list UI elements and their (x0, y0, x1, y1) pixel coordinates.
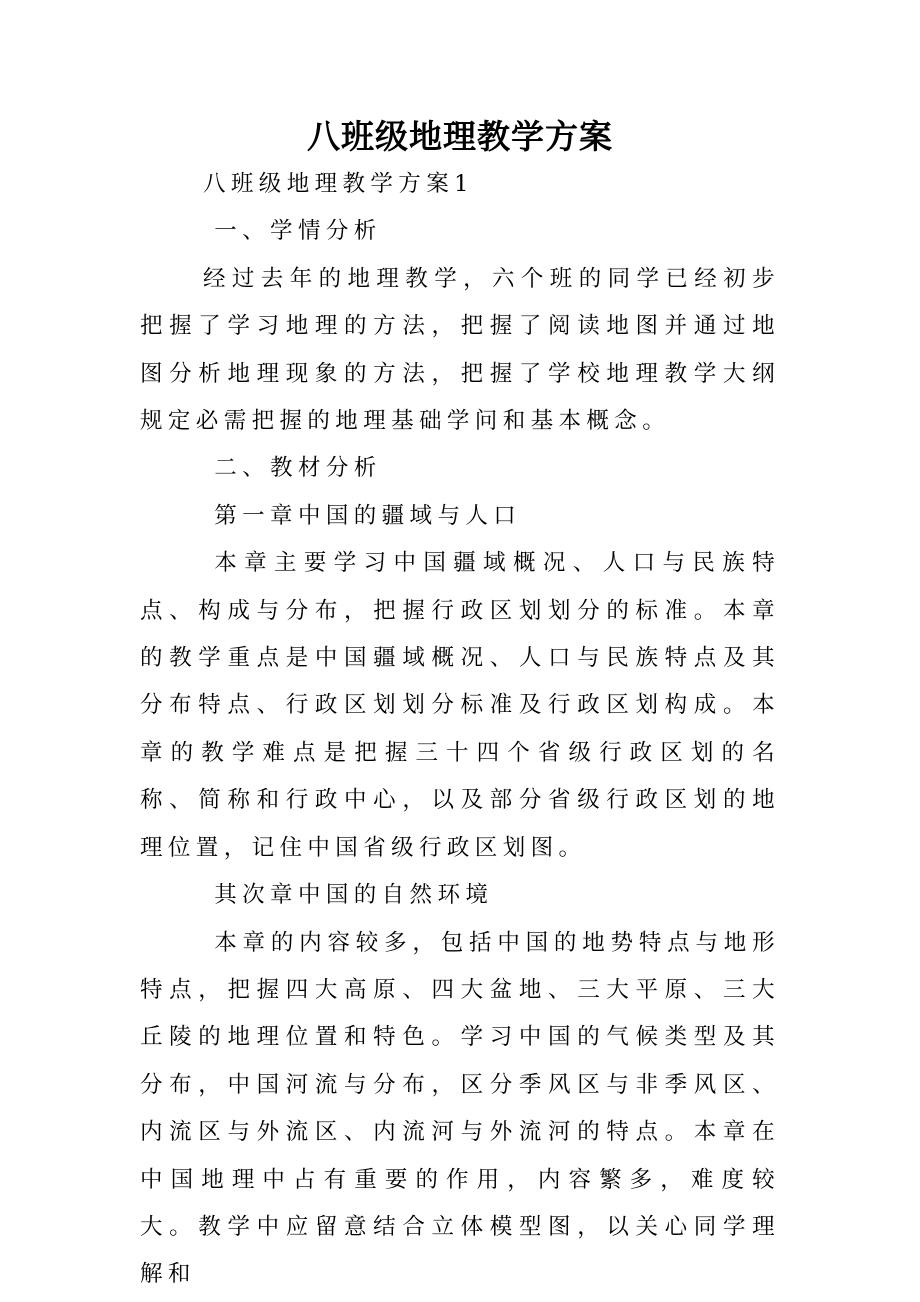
document-title: 八班级地理教学方案 (307, 117, 613, 156)
section-heading-textbook-analysis: 二、教材分析 (214, 455, 382, 482)
section-heading-learning-analysis: 一、学情分析 (214, 218, 382, 245)
paragraph-learning-analysis: 经过去年的地理教学，六个班的同学已经初步把握了学习地理的方法，把握了阅读地图并通过地图分析地理现象的方法，把握了学校地理教学大纲规定必需把握的地理基础学问和基本概念。 (140, 265, 780, 435)
paragraph-chapter-1: 本章主要学习中国疆域概况、人口与民族特点、构成与分布，把握行政区划划分的标准。本章的教学重点是中国疆域概况、人口与民族特点及其分布特点、行政区划划分标准及行政区划构成。本章的教学难点是把握三十四个省级行政区划的名称、简称和行政中心，以及部分省级行政区划的地理位置，记住中国省级行政区划图。 (140, 550, 780, 861)
chapter-heading-1: 第一章中国的疆域与人口 (214, 502, 522, 529)
chapter-heading-2: 其次章中国的自然环境 (214, 882, 494, 909)
paragraph-chapter-2: 本章的内容较多，包括中国的地势特点与地形特点，把握四大高原、四大盆地、三大平原、三大丘陵的地理位置和特色。学习中国的气候类型及其分布，中国河流与分布，区分季风区与非季风区、内流区与外流区、内流河与外流河的特点。本章在中国地理中占有重要的作用，内容繁多，难度较大。教学中应留意结合立体模型图，以关心同学理解和 (140, 929, 780, 1288)
plan-heading: 八班级地理教学方案1 (203, 171, 474, 197)
document-body (140, 161, 780, 1299)
